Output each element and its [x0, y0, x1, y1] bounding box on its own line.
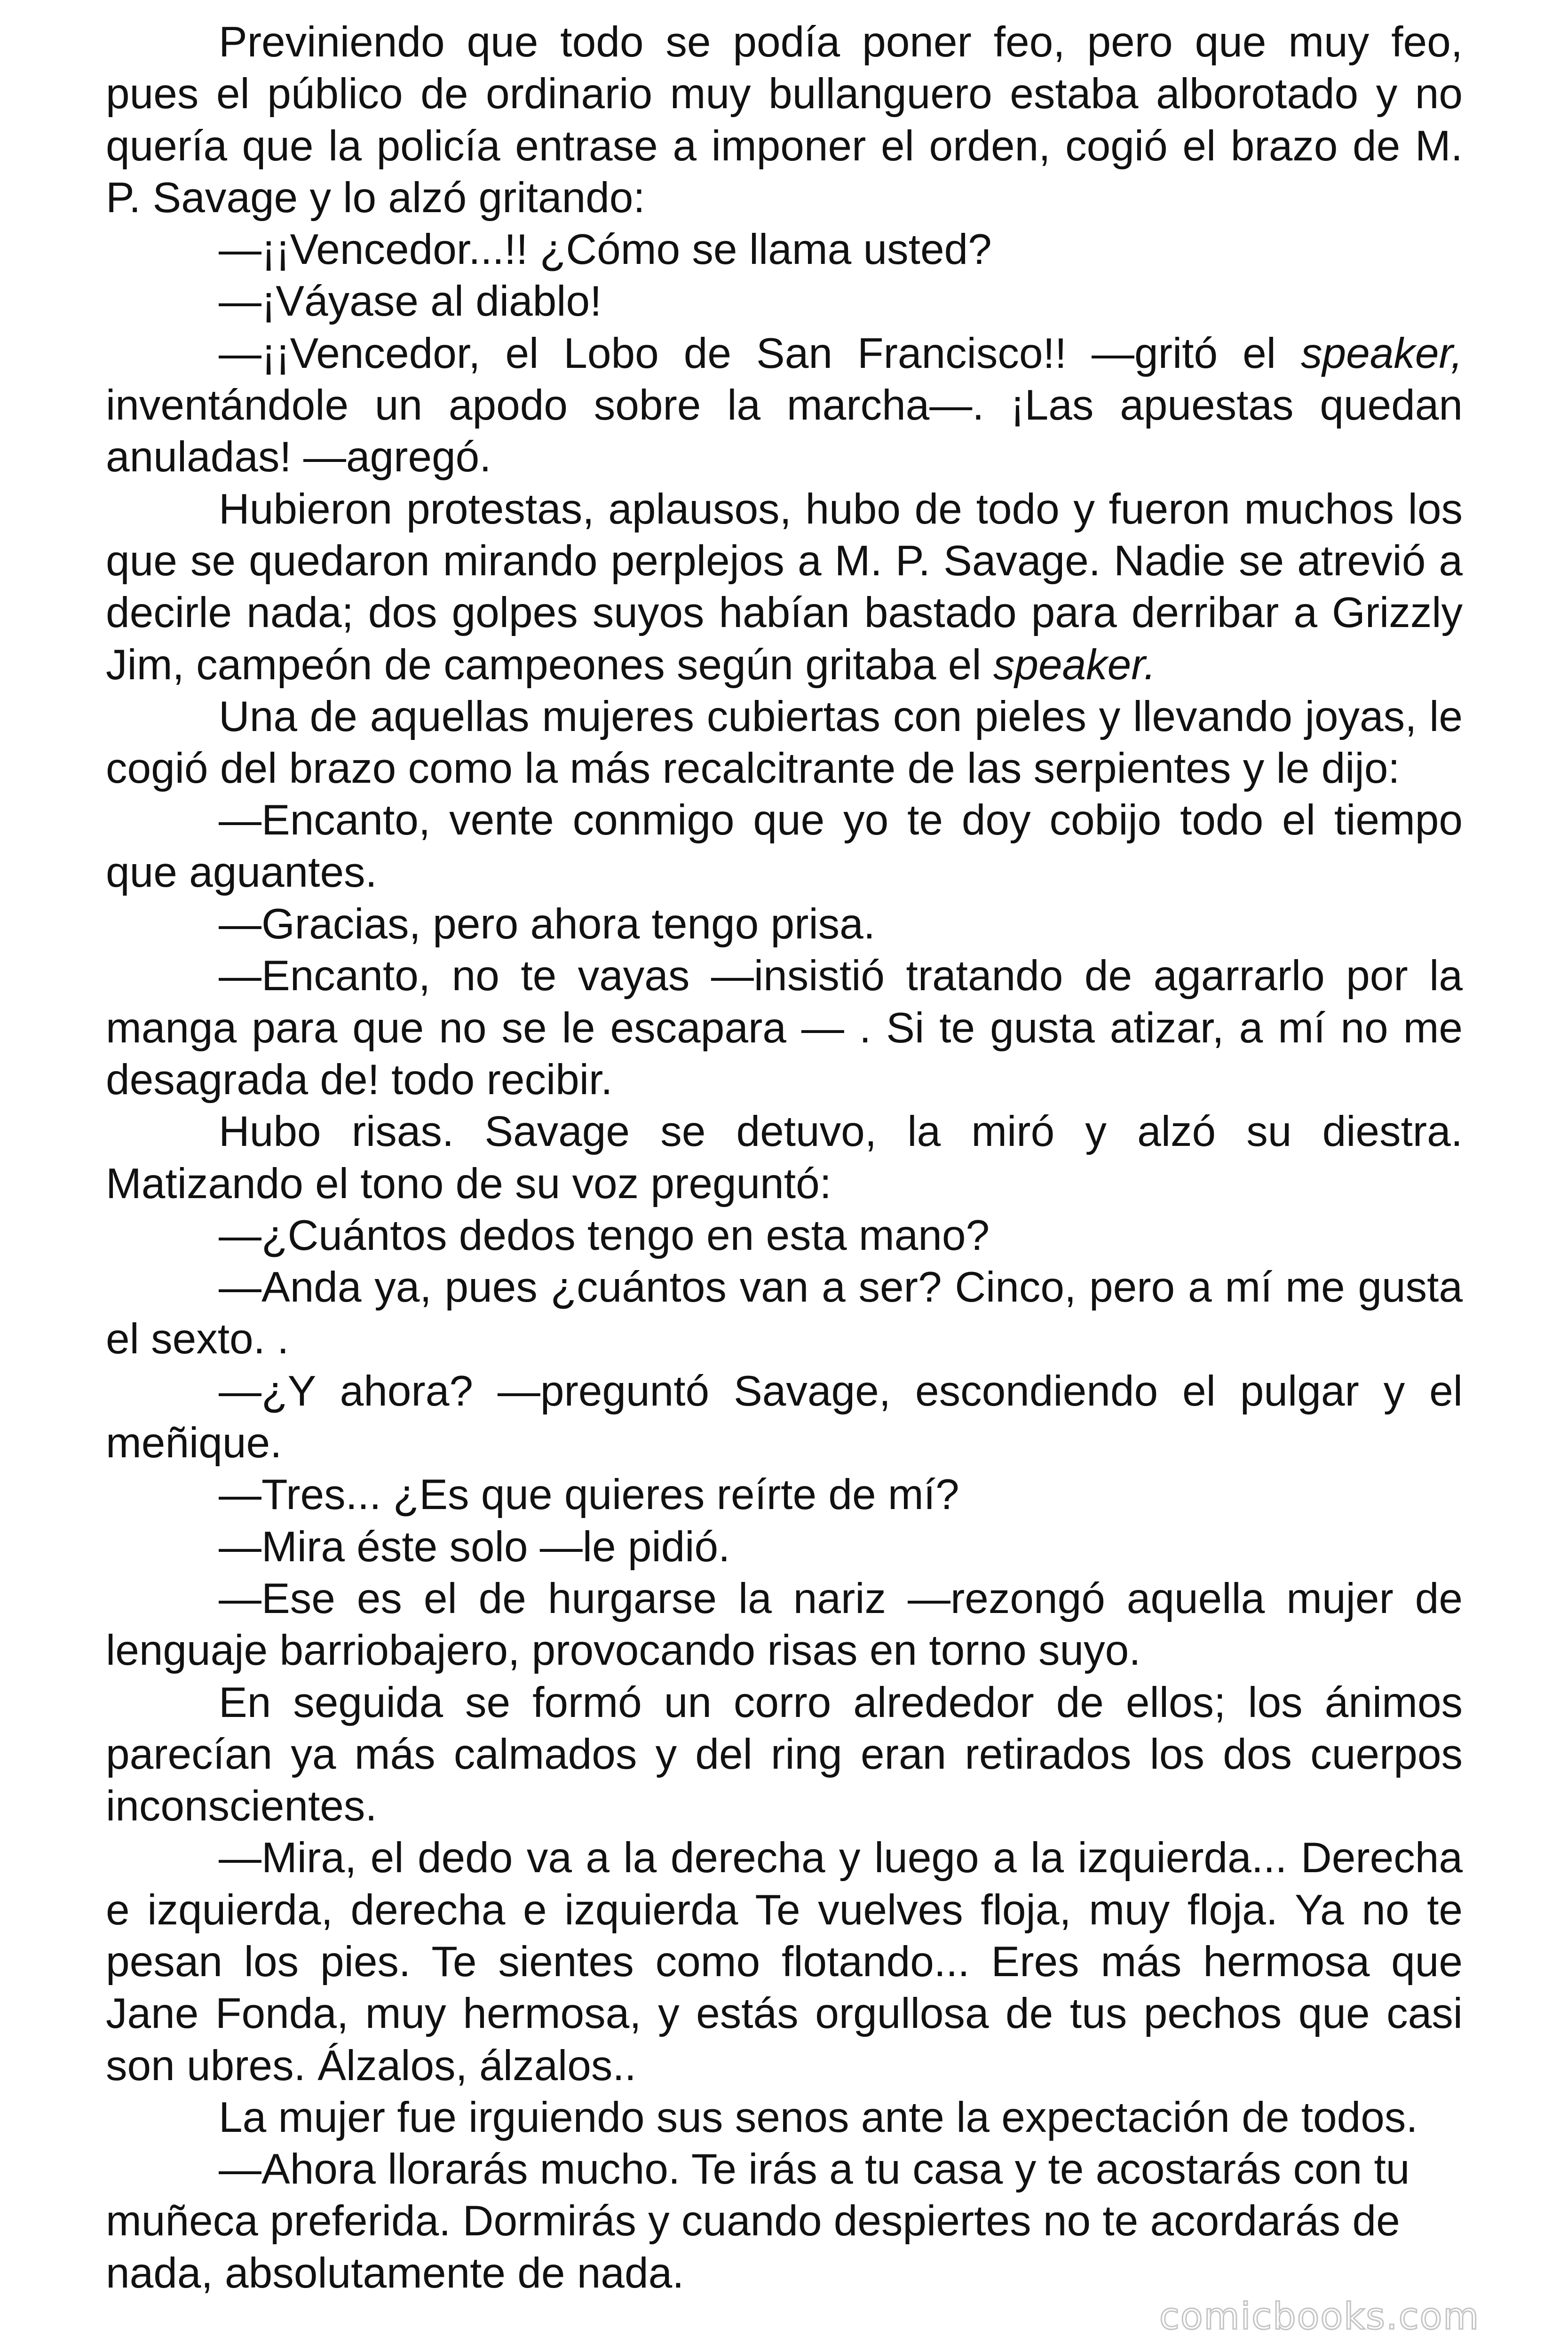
paragraph: —Mira, el dedo va a la derecha y luego a la izquierda... Derecha e izquierda, derecha e izquierda Te vuelves floja, muy floja. Ya no te pesan los pies. Te sientes como flotando... Eres más hermosa que Jane Fonda, muy hermosa, y estás orgullosa de tus pechos que casi son ubres. Álzalos, álzalos..	[106, 1834, 1463, 2090]
paragraph: Una de aquellas mujeres cubiertas con pieles y llevando joyas, le cogió del brazo como la más recalcitrante de las serpientes y le dijo:	[106, 692, 1463, 793]
paragraph: —¡¡Vencedor, el Lobo de San Francisco!! —gritó el speaker, inventándole un apodo sobre la marcha—. ¡Las apuestas quedan anuladas! —agregó.	[106, 329, 1463, 481]
paragraph: En seguida se formó un corro alrededor de ellos; los ánimos parecían ya más calmados y del ring eran retirados los dos cuerpos inconscientes.	[106, 1678, 1463, 1830]
paragraph: —¡Váyase al diablo!	[219, 278, 602, 326]
paragraph: Hubieron protestas, aplausos, hubo de todo y fueron muchos los que se quedaron mirando perplejos a M. P. Savage. Nadie se atrevió a decirle nada; dos golpes suyos habían bastado para derribar a Grizzly Jim, campeón de campeones según gritaba el speaker.	[106, 485, 1463, 689]
paragraph: —¡¡Vencedor...!! ¿Cómo se llama usted?	[219, 226, 992, 274]
paragraph: —Mira éste solo —le pidió.	[219, 1523, 730, 1571]
paragraph: —Ahora llorarás mucho. Te irás a tu casa y te acostarás con tu muñeca preferida. Dormirás y cuando despiertes no te acordarás de nada, absolutamente de nada.	[106, 2145, 1410, 2297]
italic-term: speaker.	[993, 641, 1156, 689]
paragraph: —Encanto, no te vayas —insistió tratando de agarrarlo por la manga para que no se le escapara — . Si te gusta atizar, a mí no me desagrada de! todo recibir.	[106, 952, 1463, 1104]
paragraph: —Ese es el de hurgarse la nariz —rezongó aquella mujer de lenguaje barriobajero, provocando risas en torno suyo.	[106, 1574, 1463, 1675]
paragraph: La mujer fue irguiendo sus senos ante la expectación de todos.	[219, 2093, 1418, 2141]
paragraph: —Tres... ¿Es que quieres reírte de mí?	[219, 1471, 959, 1519]
paragraph: Previniendo que todo se podía poner feo, pero que muy feo, pues el público de ordinario muy bullanguero estaba alborotado y no quería que la policía entrase a imponer el orden, cogió el brazo de M. P. Savage y lo alzó gritando:	[106, 18, 1463, 222]
paragraph: —¿Cuántos dedos tengo en esta mano?	[219, 1211, 990, 1259]
paragraph: —¿Y ahora? —preguntó Savage, escondiendo el pulgar y el meñique.	[106, 1367, 1463, 1467]
italic-term: speaker,	[1300, 329, 1463, 377]
watermark: comicbooks.com	[1159, 2296, 1480, 2338]
paragraph: —Gracias, pero ahora tengo prisa.	[219, 900, 876, 948]
page-body	[106, 16, 1463, 2299]
paragraph: —Anda ya, pues ¿cuántos van a ser? Cinco, pero a mí me gusta el sexto. .	[106, 1263, 1463, 1363]
paragraph: —Encanto, vente conmigo que yo te doy cobijo todo el tiempo que aguantes.	[106, 796, 1463, 896]
paragraph: Hubo risas. Savage se detuvo, la miró y alzó su diestra. Matizando el tono de su voz preguntó:	[106, 1108, 1463, 1208]
